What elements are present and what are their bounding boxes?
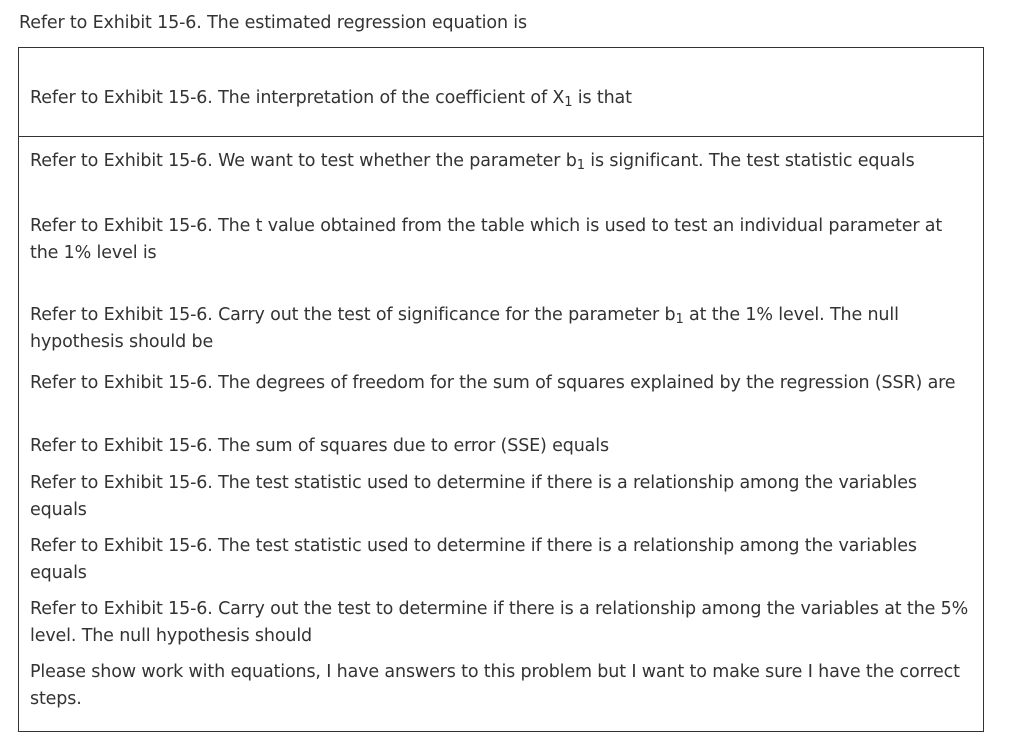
question-sse: Refer to Exhibit 15-6. The sum of squares due to error (SSE) equals <box>30 436 609 456</box>
question-t-value: Refer to Exhibit 15-6. The t value obtained from the table which is used to test an individual parameter at the 1% level is <box>30 216 943 263</box>
question-relationship-test: Refer to Exhibit 15-6. Carry out the test to determine if there is a relationship among the variables at the 5% level. The null hypothesis should <box>30 599 969 646</box>
header-text: Refer to Exhibit 15-6. The estimated regression equation is <box>19 13 527 33</box>
question-test-statistic-b1: Refer to Exhibit 15-6. We want to test whether the parameter $b_1$ is significant. The test statistic equals <box>30 151 915 173</box>
request-note: Please show work with equations, I have answers to this problem but I want to make sure I have the correct steps. <box>30 662 960 709</box>
question-coefficient-interpretation: Refer to Exhibit 15-6. The interpretation of the coefficient of $X_1$ is that <box>30 88 632 110</box>
question-significance-b1: Refer to Exhibit 15-6. Carry out the test of significance for the parameter $b_1$ at the 1% level. The null hypothesis should be <box>30 305 899 352</box>
top-question-box <box>19 48 983 137</box>
questions-frame <box>18 47 984 732</box>
question-degrees-of-freedom: Refer to Exhibit 15-6. The degrees of freedom for the sum of squares explained by the regression (SSR) are <box>30 373 956 393</box>
question-relationship-statistic-2: Refer to Exhibit 15-6. The test statistic used to determine if there is a relationship among the variables equals <box>30 536 917 583</box>
question-relationship-statistic-1: Refer to Exhibit 15-6. The test statistic used to determine if there is a relationship among the variables equals <box>30 473 917 520</box>
